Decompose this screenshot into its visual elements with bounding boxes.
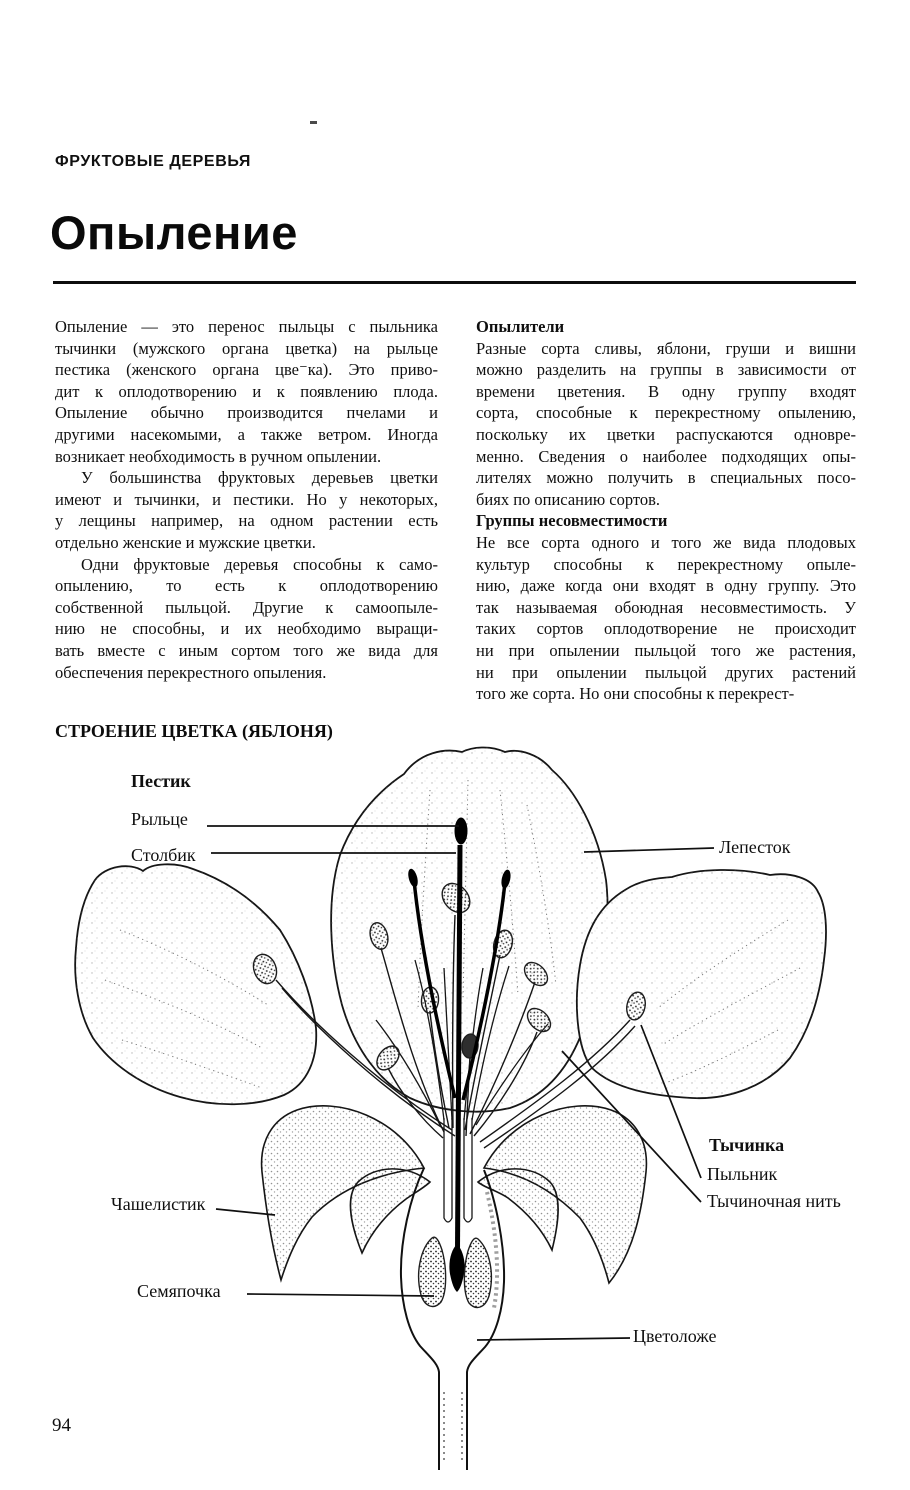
text-line: биях по описанию сортов. (476, 489, 661, 509)
text-line: У большинства фруктовых деревьев цветки (81, 468, 438, 488)
text-line: нию не способны, и их необходимо выращи- (55, 619, 438, 639)
text-line: пестика (женского органа цве⁻ка). Это приво- (55, 360, 438, 380)
text-line: ни при опылении пыльцой того же растения, (476, 640, 856, 660)
text-line: другими насекомыми, а также ветром. Иногда (55, 424, 438, 444)
text-line: возникает необходимость в ручном опылении. (55, 446, 382, 466)
page-number: 94 (52, 1415, 71, 1436)
text-line: дит к оплодотворению и к появлению плода. (55, 381, 438, 401)
text-line: обеспечения перекрестного опыления. (55, 662, 327, 682)
text-line: так называемая обоюдная несовместимость. У (476, 597, 856, 617)
label-receptacle: Цветоложе (633, 1326, 717, 1346)
text-line: времени цветения. В одну группу входят (476, 381, 856, 401)
subheading-pollinators: Опылители (476, 317, 565, 336)
text-line: Разные сорта сливы, яблони, груши и вишни (476, 338, 856, 358)
page-title: Опыление (50, 206, 298, 259)
text-line: Одни фруктовые деревья способны к само- (81, 554, 438, 574)
text-line: можно разделить на группы в зависимости от (476, 360, 856, 380)
section-kicker: ФРУКТОВЫЕ ДЕРЕВЬЯ (55, 153, 251, 170)
label-ovule: Семяпочка (137, 1281, 221, 1301)
text-line: того же сорта. Но они способны к перекрест- (476, 684, 795, 704)
text-line: имеют и тычинки, и пестики. Но у некоторых, (55, 489, 438, 509)
text-line: менно. Сведения о наиболее подходящих опы- (476, 446, 856, 466)
text-line: культур способны к перекрестному опыле- (476, 554, 856, 574)
label-sepal: Чашелистик (111, 1194, 206, 1214)
text-line: вать вместе с иным сортом того же вида для (55, 640, 438, 660)
text-line: нию, даже когда они входят в одну группу. Это (476, 576, 856, 596)
text-line: поскольку их цветки распускаются одновре- (476, 424, 856, 444)
label-stigma: Рыльце (131, 809, 188, 829)
text-line: ни при опылении пыльцой других растений (476, 662, 856, 682)
text-line: у лещины например, на одном растении есть (55, 511, 438, 531)
text-line: Опыление — это перенос пыльцы с пыльника (55, 317, 438, 336)
petal-right (577, 870, 826, 1098)
text-line: лителях можно получить в специальных посо- (476, 468, 856, 488)
text-line: Опыление обычно производится пчелами и (55, 403, 438, 423)
text-line: таких сортов оплодотворение не происходит (476, 619, 856, 639)
text-line: тычинки (мужского органа цветка) на рыльце (55, 338, 438, 358)
text-line: собственной пыльцой. Другие к самоопыле- (55, 597, 438, 617)
label-style: Столбик (131, 845, 196, 865)
subheading-incompatibility: Группы несовместимости (476, 511, 668, 531)
text-line: Не все сорта одного и того же вида плодовых (476, 532, 856, 552)
label-filament: Тычиночная нить (707, 1191, 841, 1211)
label-petal: Лепесток (719, 837, 791, 857)
text-line: отдельно женские и мужские цветки. (55, 532, 316, 552)
label-pistil: Пестик (131, 771, 191, 791)
text-line: сорта, способные к перекрестному опылению, (476, 403, 856, 423)
diagram-heading: СТРОЕНИЕ ЦВЕТКА (ЯБЛОНЯ) (55, 721, 333, 741)
label-anther: Пыльник (707, 1164, 778, 1184)
label-stamen: Тычинка (709, 1135, 785, 1155)
text-line: опылению, то есть к оплодотворению (55, 576, 438, 596)
